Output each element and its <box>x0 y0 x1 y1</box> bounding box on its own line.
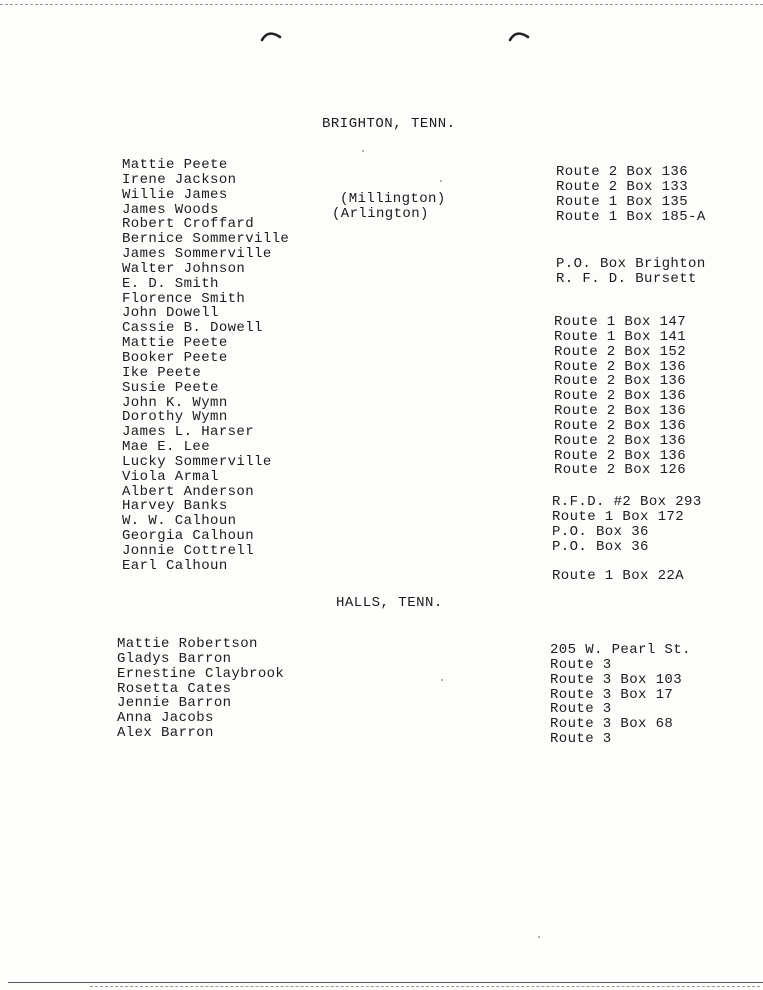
brighton-address-group-3 <box>554 315 686 478</box>
list-item: Mattie Robertson <box>117 636 258 652</box>
list-item: Route 1 Box 141 <box>554 328 687 345</box>
binder-hole-mark-right <box>508 28 530 42</box>
paper-speck <box>538 936 540 938</box>
list-item: R.F.D. #2 Box 293 <box>552 494 702 510</box>
list-item: 205 W. Pearl St. <box>550 642 691 658</box>
list-item: Route 3 Box 103 <box>550 671 683 688</box>
list-item: Ernestine Claybrook <box>117 665 285 682</box>
list-item: Booker Peete <box>122 349 228 366</box>
list-item: Viola Armal <box>122 468 219 485</box>
list-item: Georgia Calhoun <box>122 528 255 545</box>
list-item: P.O. Box 36 <box>552 538 649 555</box>
list-item: P.O. Box Brighton <box>556 256 706 272</box>
list-item: John Dowell <box>122 305 219 322</box>
list-item: Jennie Barron <box>117 695 232 712</box>
list-item: Route 1 Box 185-A <box>556 208 706 225</box>
list-item: Harvey Banks <box>122 498 228 515</box>
brighton-heading: BRIGHTON, TENN. <box>322 116 456 132</box>
list-item: Susie Peete <box>122 379 219 396</box>
brighton-names-list <box>122 158 289 574</box>
list-item: James Woods <box>122 201 219 218</box>
brighton-address-group-2 <box>556 257 706 287</box>
list-item: James L. Harser <box>122 424 255 441</box>
bottom-rule-line <box>8 982 763 983</box>
list-item: Rosetta Cates <box>117 680 232 697</box>
list-item: Mattie Peete <box>122 335 228 352</box>
list-item: P.O. Box 36 <box>552 523 649 540</box>
list-item: Mattie Peete <box>122 157 228 173</box>
list-item: Jonnie Cottrell <box>122 542 255 559</box>
list-item: Ike Peete <box>122 364 202 381</box>
list-item: Robert Croffard <box>122 216 255 233</box>
bottom-perforation-line <box>90 986 760 987</box>
top-perforation-line <box>0 4 763 5</box>
binder-hole-mark-left <box>260 28 282 42</box>
note-millington: (Millington) <box>340 191 446 207</box>
paper-speck <box>440 180 442 182</box>
list-item: Willie James <box>122 186 228 203</box>
brighton-address-group-5 <box>552 569 684 584</box>
list-item: Mae E. Lee <box>122 439 211 456</box>
list-item: Route 2 Box 136 <box>554 403 687 420</box>
halls-address-list <box>550 643 691 747</box>
list-item: Route 2 Box 136 <box>554 373 687 390</box>
list-item: John K. Wymn <box>122 394 228 411</box>
list-item: Route 1 Box 135 <box>556 193 689 210</box>
list-item: Dorothy Wymn <box>122 409 228 426</box>
list-item: Route 2 Box 126 <box>554 462 687 479</box>
list-item: Walter Johnson <box>122 260 246 277</box>
list-item: Route 2 Box 136 <box>554 432 687 449</box>
list-item: James Sommerville <box>122 246 272 263</box>
list-item: Anna Jacobs <box>117 710 214 727</box>
list-item: Route 2 Box 152 <box>554 343 687 360</box>
list-item: Route 2 Box 136 <box>556 164 689 180</box>
list-item: Cassie B. Dowell <box>122 320 263 337</box>
list-item: Route 3 Box 68 <box>550 716 674 733</box>
list-item: Albert Anderson <box>122 483 255 500</box>
halls-heading: HALLS, TENN. <box>336 595 443 611</box>
paper-speck <box>362 150 364 152</box>
list-item: Route 2 Box 136 <box>554 447 687 464</box>
paper-speck <box>441 679 443 681</box>
brighton-address-group-4 <box>552 495 702 554</box>
list-item: Route 2 Box 136 <box>554 358 687 375</box>
list-item: W. W. Calhoun <box>122 513 237 530</box>
list-item: Alex Barron <box>117 725 214 742</box>
list-item: Route 2 Box 136 <box>554 417 687 434</box>
list-item: Lucky Sommerville <box>122 453 272 470</box>
list-item: Route 1 Box 172 <box>552 508 685 525</box>
list-item: Route 1 Box 147 <box>554 314 687 330</box>
brighton-address-group-1 <box>556 165 706 224</box>
list-item: Route 1 Box 22A <box>552 568 685 584</box>
list-item: Bernice Sommerville <box>122 231 290 248</box>
list-item: Earl Calhoun <box>122 557 228 574</box>
halls-names-list <box>117 637 284 741</box>
list-item: Route 3 <box>550 656 612 673</box>
list-item: Irene Jackson <box>122 171 237 188</box>
note-arlington: (Arlington) <box>332 206 429 222</box>
list-item: Gladys Barron <box>117 650 232 667</box>
list-item: Route 2 Box 133 <box>556 178 689 195</box>
list-item: Route 3 <box>550 731 612 748</box>
list-item: Route 3 Box 17 <box>550 686 674 703</box>
list-item: R. F. D. Bursett <box>556 270 697 287</box>
list-item: Florence Smith <box>122 290 246 307</box>
list-item: Route 2 Box 136 <box>554 388 687 405</box>
list-item: Route 3 <box>550 701 612 718</box>
list-item: E. D. Smith <box>122 275 219 292</box>
